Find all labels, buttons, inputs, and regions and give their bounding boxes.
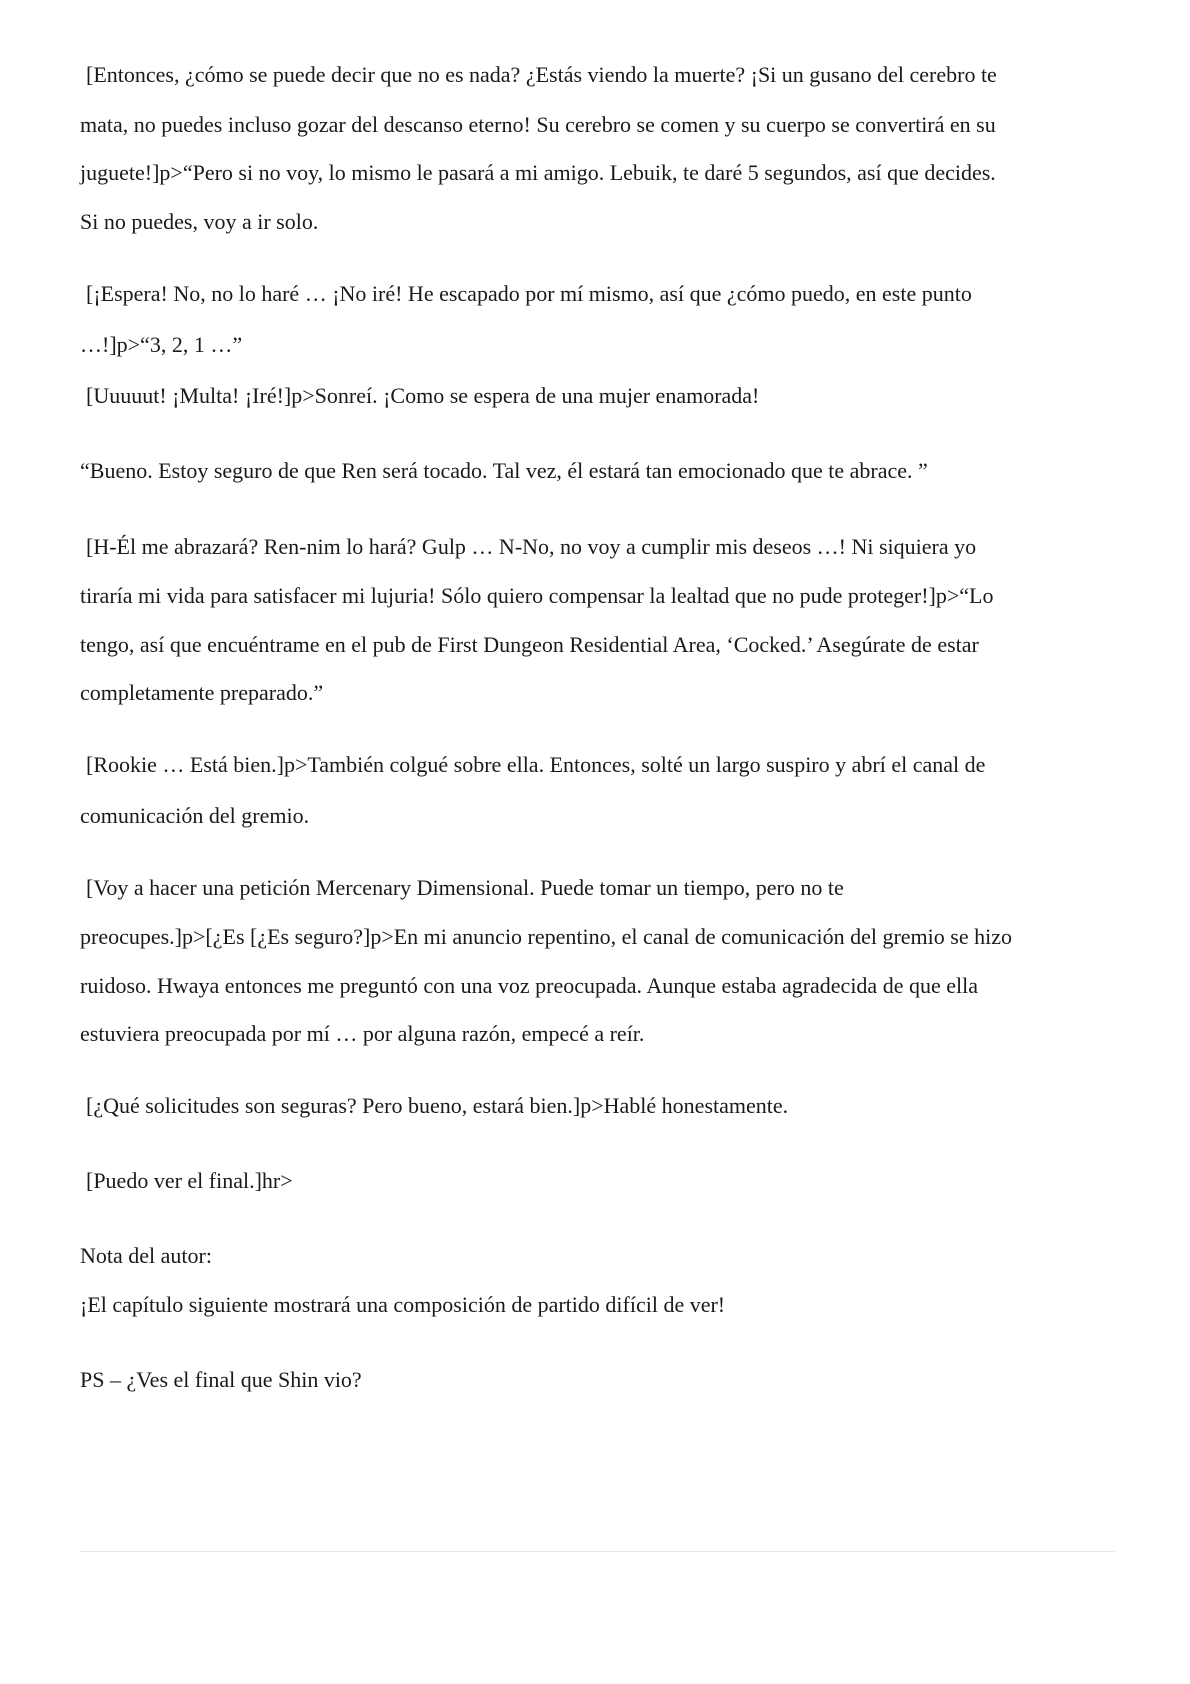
- text-line: tengo, así que encuéntrame en el pub de First Dungeon Residential Area, ‘Cocked.’ Asegúrate de estar: [80, 632, 979, 657]
- text-line: completamente preparado.”: [80, 680, 324, 705]
- text-line: [Voy a hacer una petición Mercenary Dimensional. Puede tomar un tiempo, pero no te: [86, 875, 844, 900]
- text-line: [Puedo ver el final.]hr>: [86, 1168, 293, 1193]
- text-line: ruidoso. Hwaya entonces me preguntó con una voz preocupada. Aunque estaba agradecida de que ella: [80, 973, 978, 998]
- text-line: [Entonces, ¿cómo se puede decir que no es nada? ¿Estás viendo la muerte? ¡Si un gusano del cerebro te: [86, 62, 997, 87]
- author-note-text: ¡El capítulo siguiente mostrará una composición de partido difícil de ver!: [80, 1292, 726, 1317]
- text-line: Si no puedes, voy a ir solo.: [80, 209, 319, 234]
- postscript-text: PS – ¿Ves el final que Shin vio?: [80, 1367, 362, 1392]
- text-line: [¡Espera! No, no lo haré … ¡No iré! He escapado por mí mismo, así que ¿cómo puedo, en este punto: [86, 281, 972, 306]
- author-note-heading: Nota del autor:: [80, 1243, 212, 1268]
- text-line: [Rookie … Está bien.]p>También colgué sobre ella. Entonces, solté un largo suspiro y abrí el canal de: [86, 752, 986, 777]
- text-line: juguete!]p>“Pero si no voy, lo mismo le pasará a mi amigo. Lebuik, te daré 5 segundos, así que decides.: [80, 160, 996, 185]
- text-line: estuviera preocupada por mí … por alguna razón, empecé a reír.: [80, 1021, 645, 1046]
- text-line: …!]p>“3, 2, 1 …”: [80, 332, 243, 357]
- text-line: comunicación del gremio.: [80, 803, 310, 828]
- text-line: [Uuuuut! ¡Multa! ¡Iré!]p>Sonreí. ¡Como se espera de una mujer enamorada!: [86, 383, 760, 408]
- text-line: [¿Qué solicitudes son seguras? Pero bueno, estará bien.]p>Hablé honestamente.: [86, 1093, 789, 1118]
- text-line: mata, no puedes incluso gozar del descanso eterno! Su cerebro se comen y su cuerpo se convertirá en su: [80, 112, 996, 137]
- text-line: “Bueno. Estoy seguro de que Ren será tocado. Tal vez, él estará tan emocionado que te abrace. ”: [80, 458, 928, 483]
- text-line: preocupes.]p>[¿Es [¿Es seguro?]p>En mi anuncio repentino, el canal de comunicación del gremio se hizo: [80, 924, 1012, 949]
- text-line: [H-Él me abrazará? Ren-nim lo hará? Gulp … N-No, no voy a cumplir mis deseos …! Ni siquiera yo: [86, 534, 977, 559]
- horizontal-divider: [80, 1551, 1115, 1552]
- text-line: tiraría mi vida para satisfacer mi lujuria! Sólo quiero compensar la lealtad que no pude proteger!]p>“Lo: [80, 583, 994, 608]
